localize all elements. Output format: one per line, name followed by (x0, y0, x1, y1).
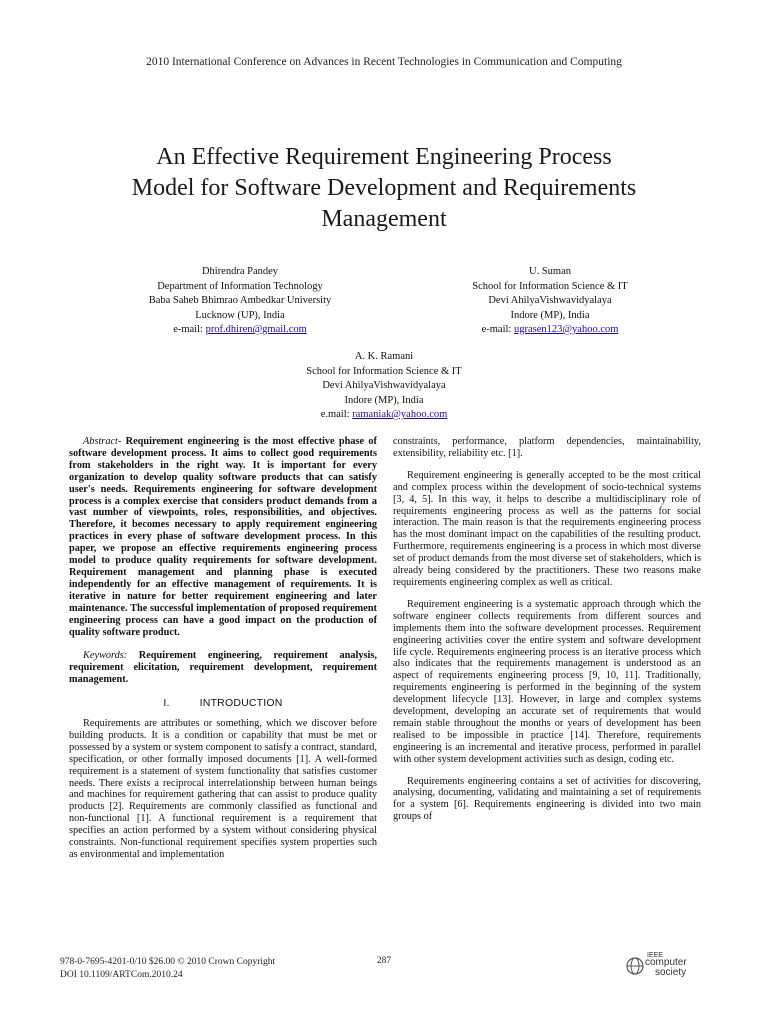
email-prefix: e.mail: (320, 409, 353, 420)
author-block-ramani (254, 350, 514, 423)
author-name: Dhirendra Pandey (201, 266, 279, 277)
email-prefix: e-mail: (481, 324, 514, 335)
abstract-label: Abstract- (83, 436, 122, 447)
section-heading-introduction (69, 698, 377, 710)
logo-ieee-text: IEEE (647, 952, 663, 959)
footer-doi: DOI 10.1109/ARTCom.2010.24 (60, 970, 183, 980)
author-location: Indore (MP), India (344, 394, 424, 406)
left-column (69, 436, 377, 861)
author-location: Indore (MP), India (510, 309, 590, 321)
ieee-computer-society-logo (625, 952, 705, 982)
email-prefix: e-mail: (173, 324, 206, 335)
title-line: An Effective Requirement Engineering Process (156, 144, 612, 170)
globe-icon (625, 956, 645, 976)
conference-header: 2010 International Conference on Advances in Recent Technologies in Communication and Computing (146, 56, 622, 68)
author-block-suman (420, 265, 680, 338)
author-email-line (110, 323, 370, 338)
section-number: I. (163, 697, 170, 710)
body-paragraph: constraints, performance, platform dependencies, maintainability, extensibility, reliability etc. [1]. (393, 436, 701, 459)
author-affiliation: Baba Saheb Bhimrao Ambedkar University (148, 295, 332, 306)
footer-isbn: 978-0-7695-4201-0/10 $26.00 © 2010 Crown Copyright (60, 957, 276, 967)
author-affiliation: Devi AhilyaVishwavidyalaya (488, 295, 612, 306)
author-affiliation: Department of Information Technology (157, 280, 323, 292)
logo-society-text: society (655, 967, 687, 978)
body-paragraph: Requirement engineering is a systematic approach through which the software engineer collects requirements from different sources and implements them into the software development processes. Requirement engineering activities cover the entire system and software development life cycle. Requirements engineering process is an iterative process which also indicates that the requirements management is understood as an aspect of requirements engineering process [9, 10, 11]. Traditionally, requirements engineering is performed in the beginning of the system development lifecycle [13]. However, in large and complex systems development, developing an accurate set of requirements that would remain stable throughout the months or years of development has been realised to be impossible in practice [14]. Therefore, requirements engineering is an incremental and iterative process, performed in parallel with other system development activities such as design, coding etc. (393, 598, 701, 765)
paper-title (60, 142, 708, 235)
author-name: U. Suman (529, 266, 571, 277)
author-email-line (420, 323, 680, 338)
author-affiliation: Devi AhilyaVishwavidyalaya (322, 380, 446, 391)
keywords-text: Requirement engineering, requirement analysis, requirement elicitation, requirement development, requirement management. (69, 650, 377, 686)
keywords (69, 650, 377, 686)
abstract (69, 436, 377, 638)
abstract-text: Requirement engineering is the most effective phase of software development process. It aims to collect good requirements from stakeholders in the right way. It is important for every organization to develop quality software products that can satisfy user's needs. Requirements engineering for software development process is a complex exercise that considers product demands from a vast number of viewpoints, roles, responsibilities, and objectives. Therefore, it becomes necessary to apply requirement engineering practices in every phase of software development process. In this paper, we propose an effective requirements engineering process model to produce quality requirements for software development. Requirement management and planning phase is executed independently for an effective management of requirements. It is iterative in nature for better requirement engineering and later maintenance. The successful implementation of proposed requirement engineering process can have a good impact on the production of quality software product. (69, 436, 377, 638)
body-paragraph: Requirements engineering contains a set of activities for discovering, analysing, documenting, validating and maintaining a set of requirements for a system [6]. Requirements engineering is divided into two main groups of (393, 775, 701, 823)
author-block-pandey (110, 265, 370, 338)
body-paragraph: Requirement engineering is generally accepted to be the most critical and complex process within the development of socio-technical systems [3, 4, 5]. In this way, it helps to describe a multidisciplinary role of requirements engineering process as well as the patterns for social interaction. The main reason is that the requirements engineering process has the most dominant impact on the capabilities of the resulting product. Furthermore, requirements engineering is a process in which most diverse set of product demands from the most diverse set of stakeholders, which is already being considered by the practitioners. These two reasons make requirements engineering complex as well as critical. (393, 469, 701, 588)
author-email-link[interactable]: ugrasen123@yahoo.com (513, 324, 619, 335)
title-line: Model for Software Development and Requirements (131, 175, 637, 201)
logo-computer-text: computer (645, 957, 687, 968)
title-line: Management (321, 206, 447, 232)
author-email-link[interactable]: prof.dhiren@gmail.com (205, 324, 307, 335)
author-name: A. K. Ramani (354, 351, 414, 362)
body-paragraph: Requirements are attributes or something, which we discover before building products. It is a condition or capability that must be met or possessed by a system or system component to satisfy a contract, standard, specification, or other formally imposed documents [1]. A well-formed requirement is a statement of system functionality that satisfies customer needs. There exists a reciprocal interrelationship between human beings and machines for requirement gathering that can assist to produce quality products [2]. Requirements are commonly classified as functional and non-functional [1]. A functional requirement is a requirement that specifies an action performed by a system without considering physical constraints. Non-functional requirement specifies system properties such as environmental and implementation (69, 718, 377, 860)
right-column (393, 436, 701, 823)
author-affiliation: School for Information Science & IT (472, 280, 628, 292)
footer-copyright (60, 956, 275, 982)
author-email-line (254, 408, 514, 423)
keywords-label: Keywords: (83, 650, 128, 662)
page-number: 287 (376, 956, 392, 966)
section-title: INTRODUCTION (199, 697, 283, 710)
author-email-link[interactable]: ramaniak@yahoo.com (352, 409, 448, 420)
author-location: Lucknow (UP), India (195, 309, 285, 321)
author-affiliation: School for Information Science & IT (306, 365, 462, 377)
